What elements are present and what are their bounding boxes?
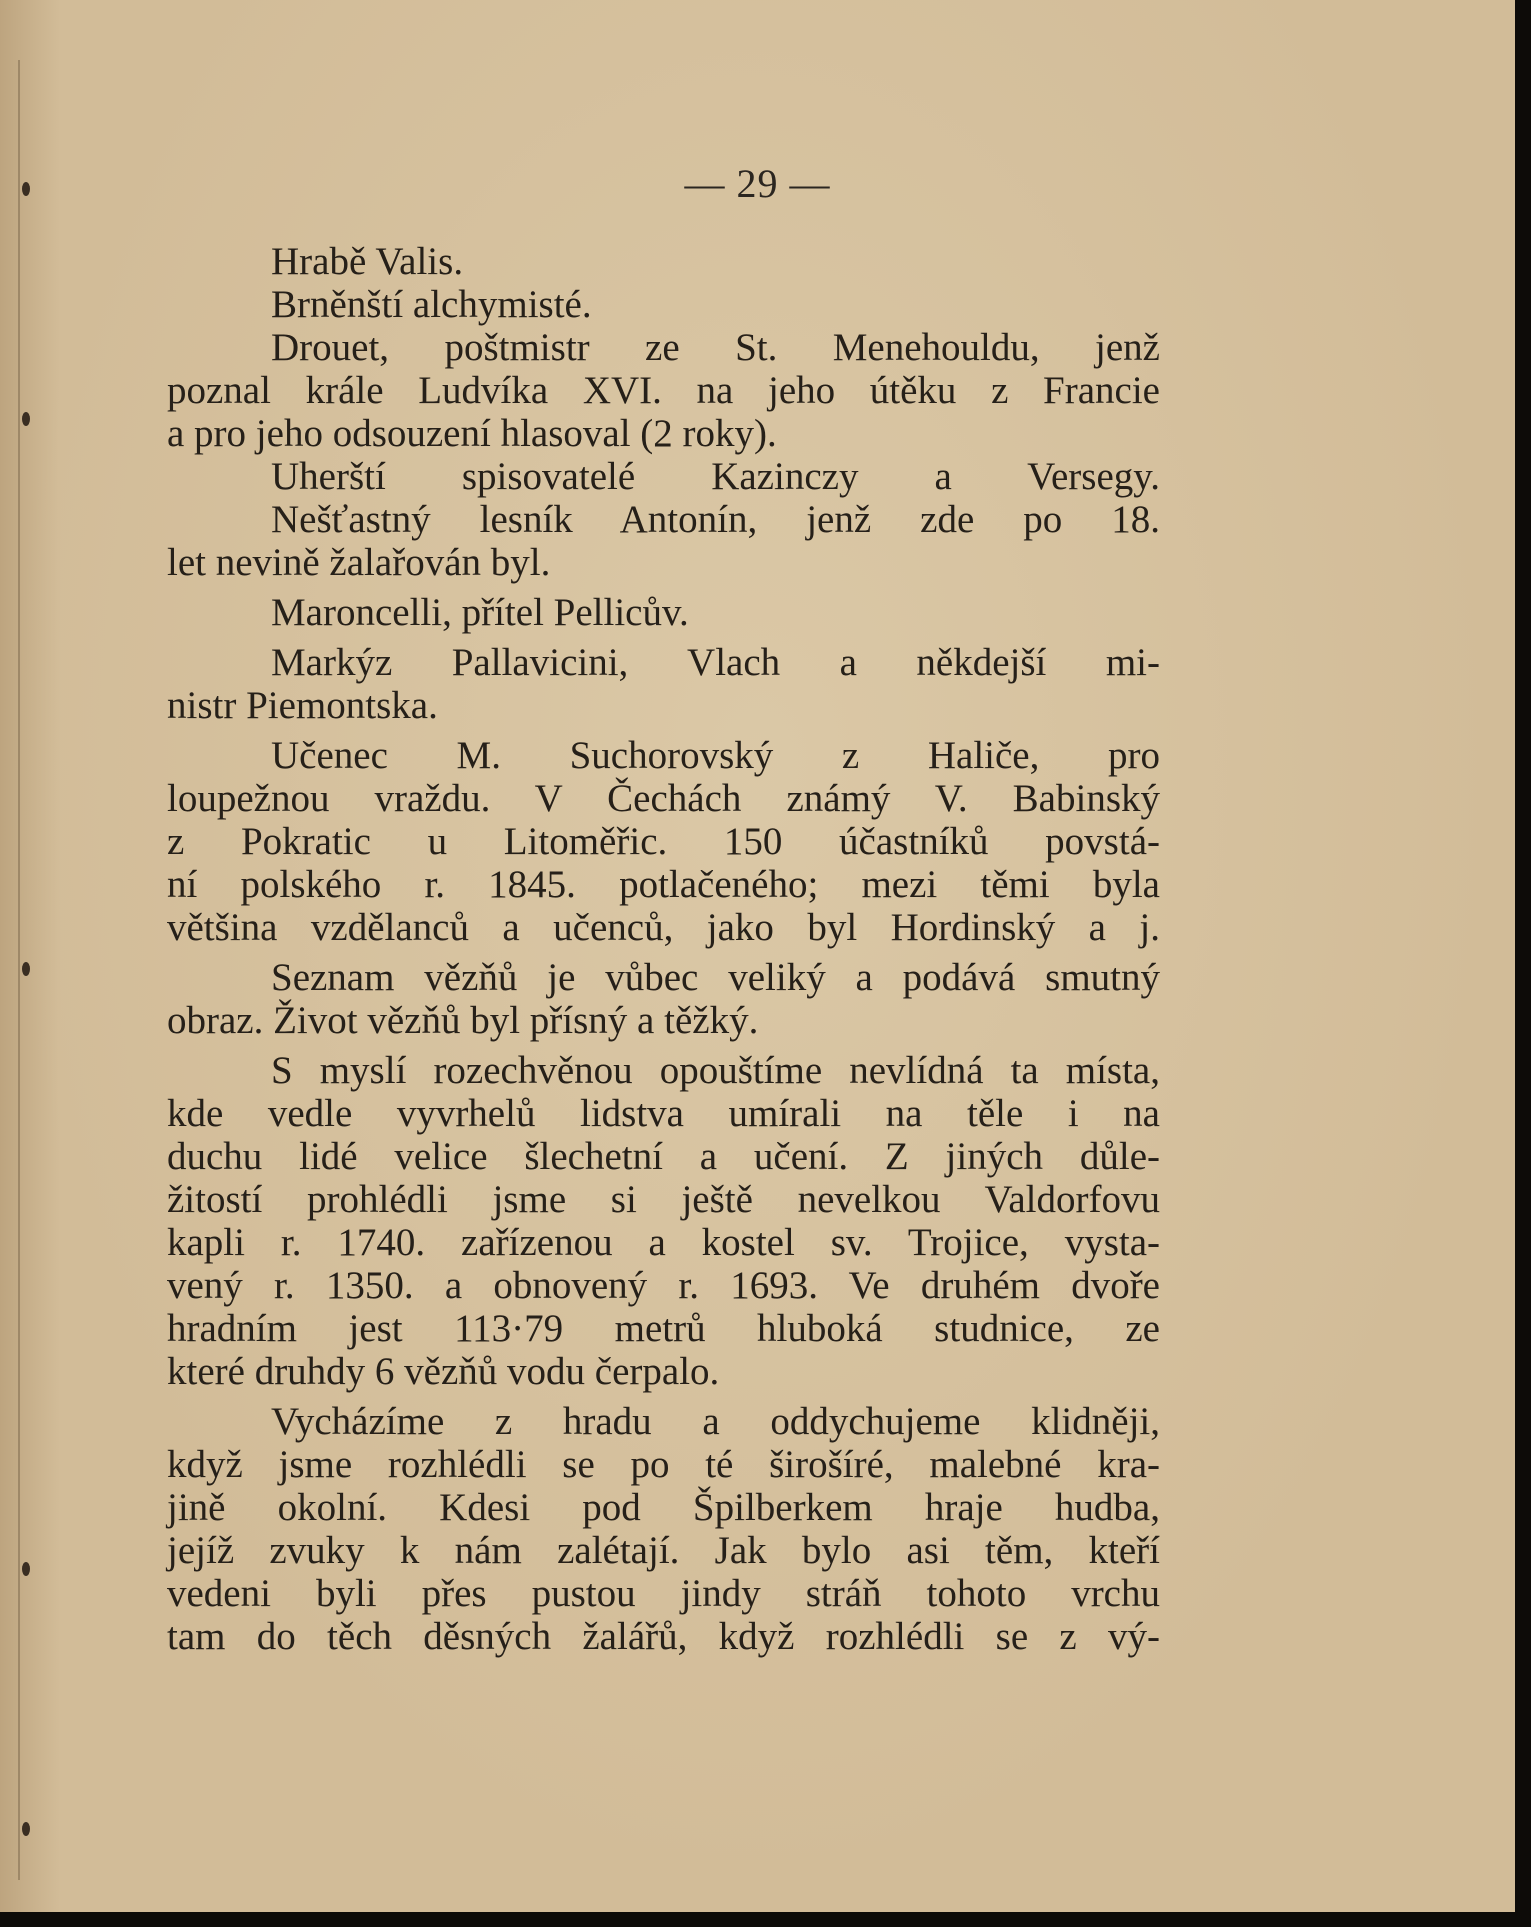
binding-mark: [22, 412, 30, 426]
text-line: které druhdy 6 vězňů vodu čerpalo.: [167, 1350, 720, 1393]
paragraph-line: Seznam vězňů je vůbec veliký a podává smutný: [271, 956, 1160, 999]
list-item: Učenec M. Suchorovský z Haliče, pro: [271, 734, 1160, 777]
text-line: z Pokratic u Litoměřic. 150 účastníků povstá-: [167, 820, 1160, 863]
paragraph-line: Vycházíme z hradu a oddychujeme klidněji,: [271, 1400, 1160, 1443]
text-line: a pro jeho odsouzení hlasoval (2 roky).: [167, 412, 777, 455]
text-line: kapli r. 1740. zařízenou a kostel sv. Trojice, vysta-: [167, 1221, 1160, 1264]
text-line: hradním jest 113·79 metrů hluboká studnice, ze: [167, 1307, 1160, 1350]
text-line: obraz. Život vězňů byl přísný a těžký.: [167, 999, 759, 1042]
text-line: ní polského r. 1845. potlačeného; mezi těmi byla: [167, 863, 1160, 906]
text-line: většina vzdělanců a učenců, jako byl Hordinský a j.: [167, 906, 1160, 949]
binding-mark: [22, 1822, 30, 1836]
text-line: let nevině žalařován byl.: [167, 541, 551, 584]
list-item: Markýz Pallavicini, Vlach a někdejší mi-: [271, 641, 1160, 684]
text-line: jejíž zvuky k nám zalétají. Jak bylo asi těm, kteří: [167, 1529, 1160, 1572]
binding-mark: [22, 962, 30, 976]
binding-mark: [22, 1562, 30, 1576]
text-line: duchu lidé velice šlechetní a učení. Z jiných důle-: [167, 1135, 1160, 1178]
list-item: Brněnští alchymisté.: [271, 283, 592, 326]
list-item: Drouet, poštmistr ze St. Menehouldu, jenž: [271, 326, 1160, 369]
text-line: žitostí prohlédli jsme si ještě nevelkou Valdorfovu: [167, 1178, 1160, 1221]
text-line: nistr Piemontska.: [167, 684, 438, 727]
text-line: vený r. 1350. a obnovený r. 1693. Ve druhém dvoře: [167, 1264, 1160, 1307]
list-item: Hrabě Valis.: [271, 240, 464, 283]
text-line: když jsme rozhlédli se po té širošíré, malebné kra-: [167, 1443, 1160, 1486]
text-line: kde vedle vyvrhelů lidstva umírali na těle i na: [167, 1092, 1160, 1135]
paragraph-line: S myslí rozechvěnou opouštíme nevlídná ta místa,: [271, 1049, 1160, 1092]
body-text: [167, 240, 1160, 1658]
text-line: poznal krále Ludvíka XVI. na jeho útěku z Francie: [167, 369, 1160, 412]
text-line: loupežnou vraždu. V Čechách známý V. Babinský: [167, 777, 1160, 820]
page-number: — 29 —: [684, 161, 831, 206]
list-item: Maroncelli, přítel Pellicův.: [271, 591, 689, 634]
list-item: Uherští spisovatelé Kazinczy a Versegy.: [271, 455, 1160, 498]
text-line: vedeni byli přes pustou jindy stráň tohoto vrchu: [167, 1572, 1160, 1615]
text-line: tam do těch děsných žalářů, když rozhlédli se z vý-: [167, 1615, 1160, 1658]
list-item: Nešťastný lesník Antonín, jenž zde po 18.: [271, 498, 1160, 541]
text-line: jině okolní. Kdesi pod Špilberkem hraje hudba,: [167, 1486, 1160, 1529]
